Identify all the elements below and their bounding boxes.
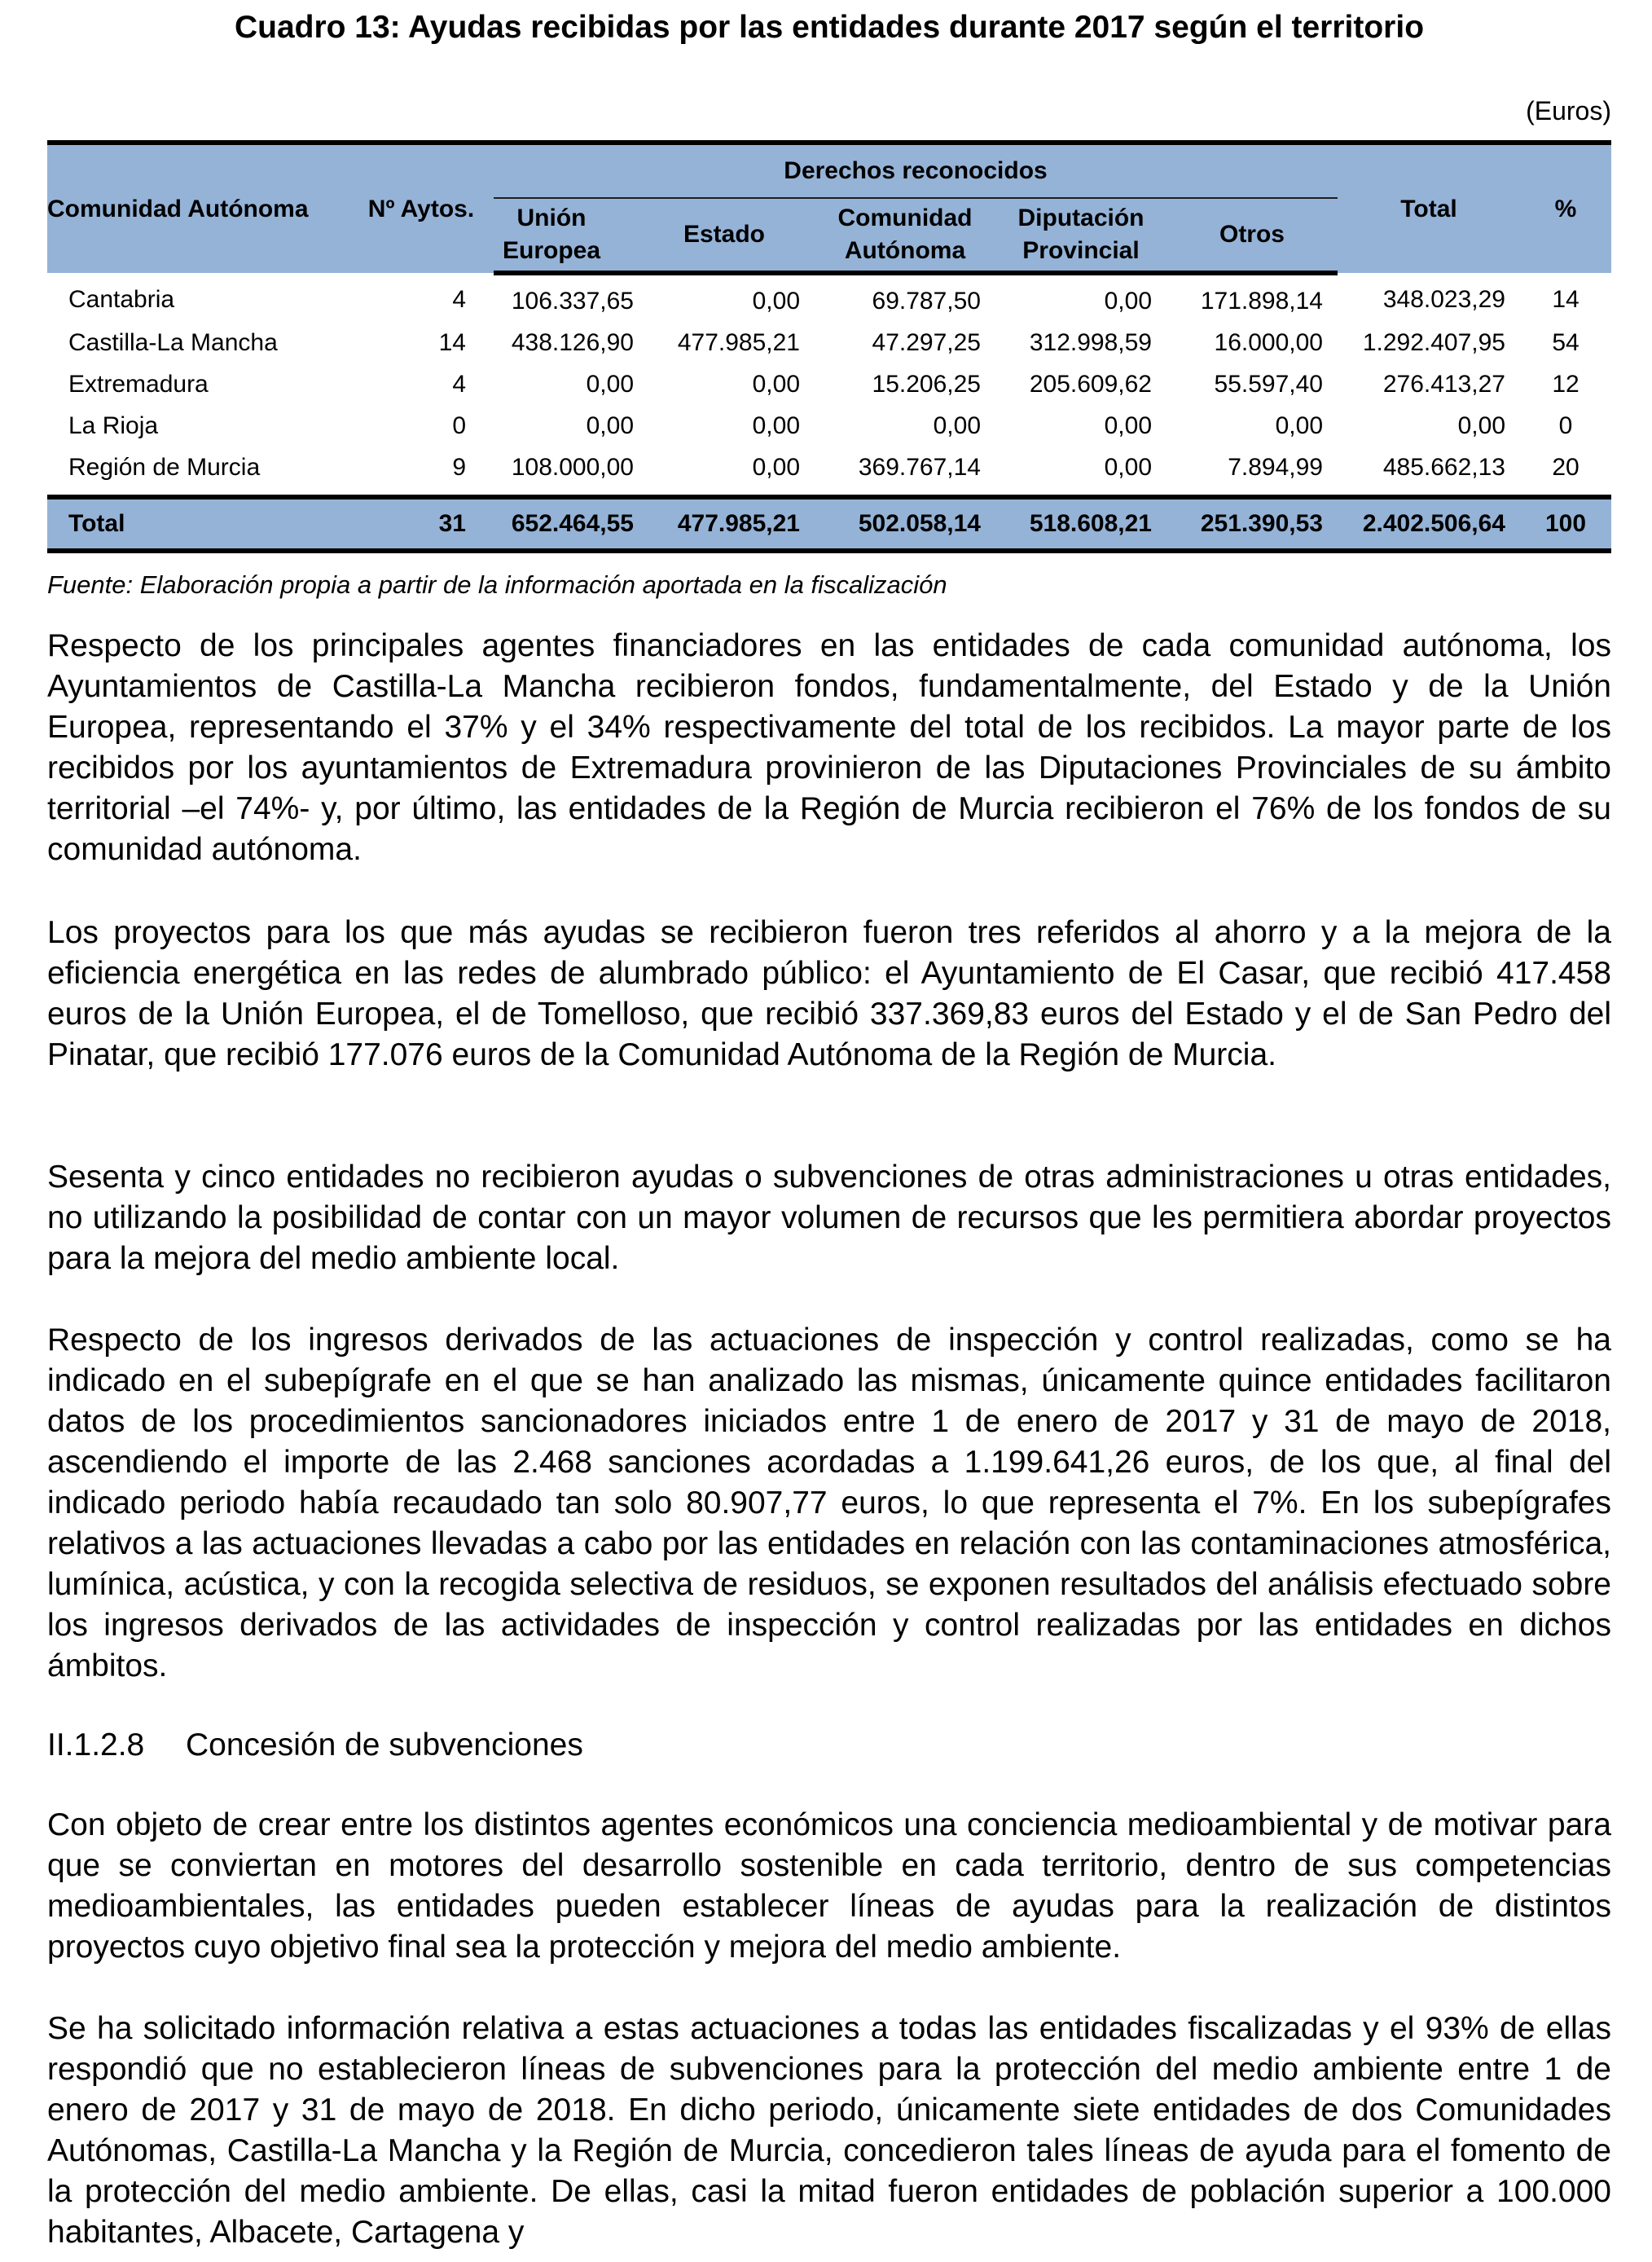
row-ca: 69.787,50 — [872, 287, 981, 315]
total-otros: 251.390,53 — [1167, 497, 1338, 551]
table-title: Cuadro 13: Ayudas recibidas por las entidades durante 2017 según el territorio — [234, 10, 1425, 45]
header-diputacion: Diputación Provincial — [995, 198, 1167, 273]
units-label: (Euros) — [1526, 96, 1611, 125]
row-pct: 12 — [1552, 370, 1580, 398]
total-ca: 502.058,14 — [815, 497, 995, 551]
header-comunidad-autonoma: Comunidad Autónoma — [815, 198, 995, 273]
row-aytos: 14 — [438, 328, 466, 356]
total-row — [47, 497, 1611, 551]
row-name: Extremadura — [68, 370, 209, 398]
row-pct: 20 — [1552, 453, 1580, 481]
row-estado: 0,00 — [752, 453, 800, 481]
paragraph-agentes: Respecto de los principales agentes financiadores en las entidades de cada comunidad autónoma, los Ayuntamientos de Castilla-La Mancha recibieron fondos, fundamentalmente, del Estado y de la Unión Europea, representando el 37% y el 34% respectivamente del total de los recibidos. La mayor parte de los recibidos por los ayuntamientos de Extremadura provinieron de las Diputaciones Provinciales de su ámbito territorial –el 74%- y, por último, las entidades de la Región de Murcia recibieron el 76% de los fondos de su comunidad autónoma. — [47, 628, 1611, 867]
table-row — [47, 405, 1611, 447]
row-dip: 205.609,62 — [1029, 370, 1152, 398]
row-total: 1.292.407,95 — [1362, 328, 1505, 356]
row-ca: 0,00 — [933, 411, 981, 439]
total-name: Total — [47, 497, 363, 551]
total-total: 2.402.506,64 — [1338, 497, 1520, 551]
row-total: 0,00 — [1457, 411, 1505, 439]
section-number: II.1.2.8 — [47, 1727, 145, 1763]
header-estado: Estado — [634, 198, 815, 273]
row-estado: 477.985,21 — [677, 328, 800, 356]
header-otros: Otros — [1167, 198, 1338, 273]
section-title: Concesión de subvenciones — [186, 1727, 583, 1763]
header-union-europea: Unión Europea — [494, 198, 634, 273]
row-estado: 0,00 — [752, 370, 800, 398]
row-ca: 47.297,25 — [872, 328, 981, 356]
row-aytos: 0 — [452, 411, 466, 439]
row-ca: 15.206,25 — [872, 370, 981, 398]
row-name: Castilla-La Mancha — [68, 328, 278, 356]
row-total: 485.662,13 — [1382, 453, 1505, 481]
header-derechos: Derechos reconocidos — [494, 143, 1338, 198]
row-ue: 0,00 — [586, 370, 634, 398]
header-comunidad: Comunidad Autónoma — [47, 143, 363, 273]
table-row — [47, 447, 1611, 497]
row-otros: 0,00 — [1275, 411, 1323, 439]
row-pct: 14 — [1552, 286, 1580, 313]
row-otros: 171.898,14 — [1200, 287, 1323, 315]
paragraph-concesion: Con objeto de crear entre los distintos agentes económicos una conciencia medioambiental y de motivar para que se conviertan en motores del desarrollo sostenible en cada territorio, dentro de sus competencias medioambientales, las entidades pueden establecer líneas de ayudas para la realización de distintos proyectos cuyo objetivo final sea la protección y mejora del medio ambiente. — [47, 1807, 1611, 1965]
row-dip: 312.998,59 — [1029, 328, 1152, 356]
total-ue: 652.464,55 — [494, 497, 634, 551]
table-row — [47, 273, 1611, 322]
table-row — [47, 363, 1611, 405]
row-otros: 7.894,99 — [1228, 453, 1323, 481]
paragraph-sin-ayudas: Sesenta y cinco entidades no recibieron ayudas o subvenciones de otras administraciones u otras entidades, no utilizando la posibilidad de contar con un mayor volumen de recursos que les permitiera abordar proyectos para la mejora del medio ambiente local. — [47, 1160, 1611, 1276]
row-total: 348.023,29 — [1382, 286, 1505, 313]
header-total: Total — [1338, 143, 1520, 273]
row-pct: 54 — [1552, 328, 1580, 356]
row-pct: 0 — [1558, 411, 1573, 439]
table-source: Fuente: Elaboración propia a partir de la información aportada en la fiscalización — [47, 570, 947, 599]
total-pct: 100 — [1520, 497, 1611, 551]
row-name: Región de Murcia — [68, 453, 261, 481]
row-name: La Rioja — [68, 411, 159, 439]
row-aytos: 4 — [452, 286, 466, 313]
aid-table — [47, 140, 1611, 553]
row-dip: 0,00 — [1104, 411, 1152, 439]
row-ue: 438.126,90 — [511, 328, 634, 356]
row-dip: 0,00 — [1104, 287, 1152, 315]
paragraph-ingresos: Respecto de los ingresos derivados de las actuaciones de inspección y control realizadas, como se ha indicado en el subepígrafe en el que se han analizado las mismas, únicamente quince entidades facilitaron datos de los procedimientos sancionadores iniciados entre 1 de enero de 2017 y 31 de mayo de 2018, ascendiendo el importe de las 2.468 sanciones acordadas a 1.199.641,26 euros, de los que, al final del indicado periodo había recaudado tan solo 80.907,77 euros, lo que representa el 7%. En los subepígrafes relativos a las actuaciones llevadas a cabo por las entidades en relación con las contaminaciones atmosférica, lumínica, acústica, y con la recogida selectiva de residuos, se exponen resultados del análisis efectuado sobre los ingresos derivados de las actividades de inspección y control realizadas por las entidades en dichos ámbitos. — [47, 1322, 1611, 1683]
row-name: Cantabria — [68, 286, 175, 313]
header-aytos: Nº Aytos. — [363, 143, 494, 273]
paragraph-solicitud: Se ha solicitado información relativa a estas actuaciones a todas las entidades fiscalizadas y el 93% de ellas respondió que no establecieron líneas de subvenciones para la protección del medio ambiente entre 1 de enero de 2017 y 31 de mayo de 2018. En dicho periodo, únicamente siete entidades de dos Comunidades Autónomas, Castilla-La Mancha y la Región de Murcia, concedieron tales líneas de ayuda para el fomento de la protección del medio ambiente. De ellas, casi la mitad fueron entidades de población superior a 100.000 habitantes, Albacete, Cartagena y — [47, 2011, 1611, 2250]
row-dip: 0,00 — [1104, 453, 1152, 481]
row-ue: 106.337,65 — [511, 287, 634, 315]
row-otros: 55.597,40 — [1214, 370, 1323, 398]
total-estado: 477.985,21 — [634, 497, 815, 551]
paragraph-proyectos: Los proyectos para los que más ayudas se recibieron fueron tres referidos al ahorro y a la mejora de la eficiencia energética en las redes de alumbrado público: el Ayuntamiento de El Casar, que recibió 417.458 euros de la Unión Europea, el de Tomelloso, que recibió 337.369,83 euros del Estado y el de San Pedro del Pinatar, que recibió 177.076 euros de la Comunidad Autónoma de la Región de Murcia. — [47, 915, 1611, 1072]
row-otros: 16.000,00 — [1214, 328, 1323, 356]
row-total: 276.413,27 — [1382, 370, 1505, 398]
total-dip: 518.608,21 — [995, 497, 1167, 551]
table-row — [47, 322, 1611, 363]
row-estado: 0,00 — [752, 411, 800, 439]
row-ca: 369.767,14 — [858, 453, 981, 481]
row-aytos: 9 — [452, 453, 466, 481]
total-aytos: 31 — [363, 497, 494, 551]
header-pct: % — [1520, 143, 1611, 273]
row-ue: 108.000,00 — [511, 453, 634, 481]
row-estado: 0,00 — [752, 287, 800, 315]
row-aytos: 4 — [452, 370, 466, 398]
row-ue: 0,00 — [586, 411, 634, 439]
section-heading — [47, 1727, 583, 1763]
